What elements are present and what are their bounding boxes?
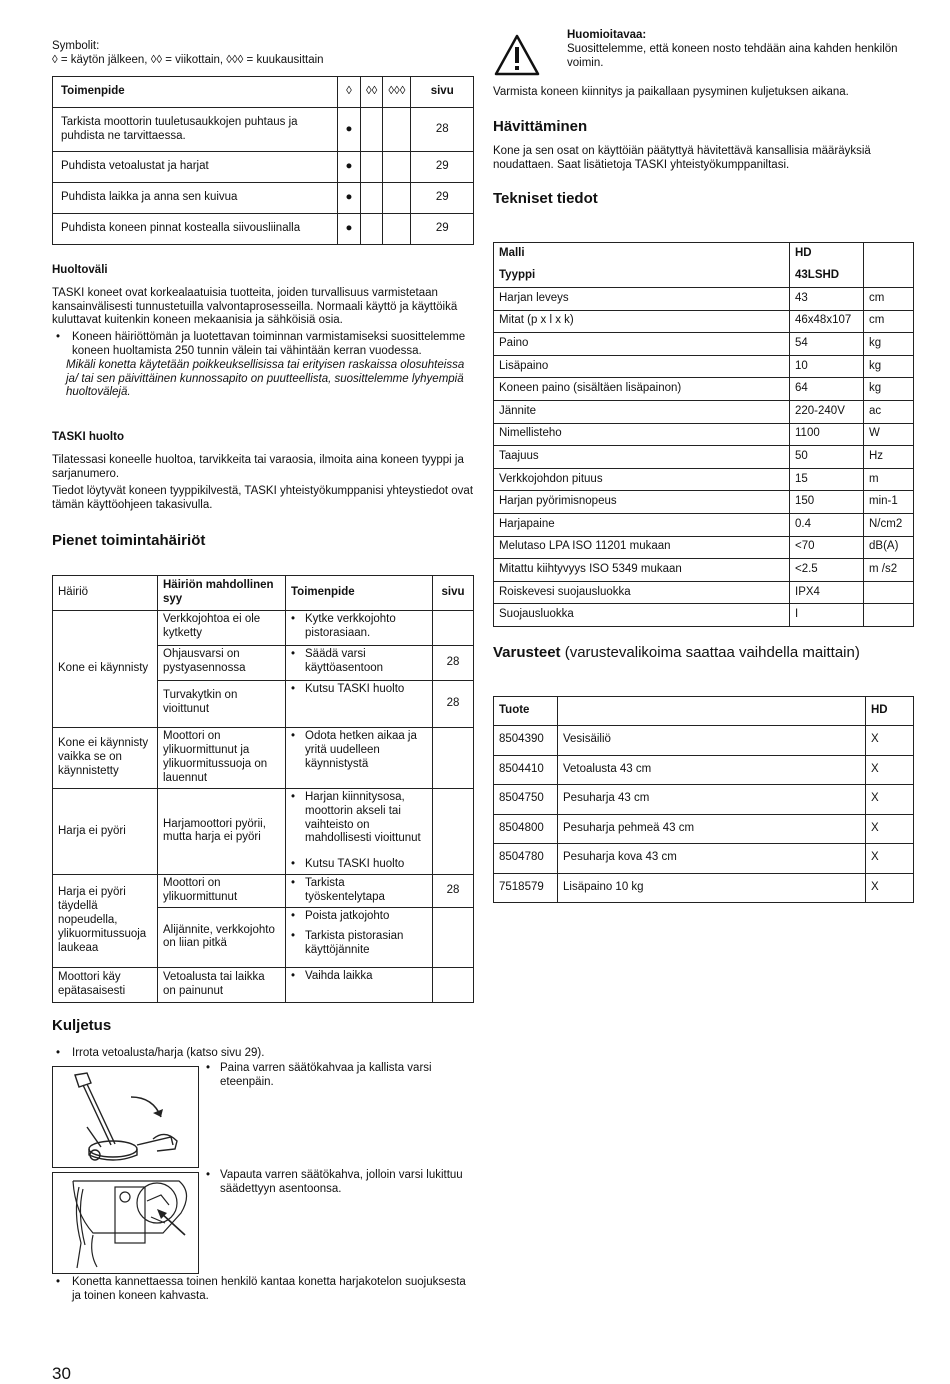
table-row <box>494 423 914 446</box>
product-name-cell: Vetoalusta 43 cm <box>558 755 866 785</box>
table-header-row <box>53 576 474 611</box>
table-row <box>53 214 474 245</box>
cause-cell: Turvakytkin on vioittunut <box>158 681 286 728</box>
hd-mark-cell: X <box>866 785 914 815</box>
product-name-cell: Pesuharja 43 cm <box>558 785 866 815</box>
table-row <box>494 468 914 491</box>
product-code-cell: 8504390 <box>494 726 558 756</box>
maintenance-table-wrap <box>52 76 474 245</box>
cause-cell: Ohjausvarsi on pystyasennossa <box>158 646 286 681</box>
symbols-text: ◊ = käytön jälkeen, ◊◊ = viikottain, ◊◊◊ = kuukausittain <box>52 53 324 66</box>
table-row <box>53 152 474 183</box>
list-item: • Paina varren säätökahvaa ja kallista varsi eteenpäin. <box>206 1062 474 1090</box>
section-heading: TASKI huolto <box>52 431 124 443</box>
spec-unit-cell: m <box>864 468 914 491</box>
action-item: • Poista jatkojohto <box>291 910 427 924</box>
spec-value-cell: 1100 <box>790 423 864 446</box>
page-cell: 28 <box>433 874 474 907</box>
warning-text: Suosittelemme, että koneen nosto tehdään aina kahden henkilön voimin. <box>567 42 898 69</box>
spec-unit-cell: N/cm2 <box>864 513 914 536</box>
header-cell: ◊◊◊ <box>383 77 411 108</box>
product-name-cell: Lisäpaino 10 kg <box>558 873 866 903</box>
list-item: • Koneen häiriöttömän ja luotettavan toiminnan varmistamiseksi suosittelemme koneen huoltamista 250 tunnin välein tai vähintään kerran vuodessa. <box>52 331 474 359</box>
spec-value-cell: 64 <box>790 378 864 401</box>
cause-cell: Alijännite, verkkojohto on liian pitkä <box>158 907 286 967</box>
header-cell: 43LSHD <box>790 265 864 288</box>
fault-cell: Moottori käy epätasaisesti <box>53 967 158 1002</box>
cause-cell: Moottori on ylikuormittunut <box>158 874 286 907</box>
page-cell: 29 <box>411 214 474 245</box>
tech-table-wrap <box>493 242 914 627</box>
product-code-cell: 8504780 <box>494 844 558 874</box>
mark-cell: ● <box>338 214 361 245</box>
spec-label-cell: Harjapaine <box>494 513 790 536</box>
spec-label-cell: Nimellisteho <box>494 423 790 446</box>
spec-value-cell: 220-240V <box>790 400 864 423</box>
header-cell: Häiriö <box>53 576 158 611</box>
bullet-list <box>52 331 474 359</box>
product-code-cell: 8504750 <box>494 785 558 815</box>
list-item: • Konetta kannettaessa toinen henkilö kantaa konetta harjakotelon suojuksesta ja toinen koneen kahvasta. <box>52 1276 474 1304</box>
cause-cell: Moottori on ylikuormittunut ja ylikuormitussuoja on lauennut <box>158 728 286 789</box>
paragraph: Tiedot löytyvät koneen tyyppikilvestä, TASKI yhteistyökumppanisi yhteystiedot ovat tämän käyttöohjeen takasivulla. <box>52 485 474 512</box>
table-row <box>494 333 914 356</box>
table-row <box>53 967 474 1002</box>
spec-unit-cell <box>864 581 914 604</box>
spec-value-cell: 15 <box>790 468 864 491</box>
table-row <box>494 288 914 311</box>
header-cell: HD <box>866 697 914 726</box>
mark-cell: ● <box>338 183 361 214</box>
securing-note: Varmista koneen kiinnitys ja paikallaan pysyminen kuljetuksen aikana. <box>493 86 849 98</box>
spec-value-cell: IPX4 <box>790 581 864 604</box>
spec-label-cell: Roiskevesi suojausluokka <box>494 581 790 604</box>
hd-mark-cell: X <box>866 844 914 874</box>
handle-lever-icon <box>53 1173 198 1273</box>
transport-step-2 <box>206 1062 474 1090</box>
spec-unit-cell: kg <box>864 355 914 378</box>
mark-cell: ● <box>338 152 361 183</box>
header-cell: Häiriön mahdollinen syy <box>158 576 286 611</box>
table-row <box>494 513 914 536</box>
hd-mark-cell: X <box>866 755 914 785</box>
spec-label-cell: Mitattu kiihtyvyys ISO 5349 mukaan <box>494 559 790 582</box>
symbols-legend <box>52 40 474 68</box>
spec-value-cell: 50 <box>790 446 864 469</box>
spec-label-cell: Jännite <box>494 400 790 423</box>
spec-value-cell: 54 <box>790 333 864 356</box>
table-row <box>494 785 914 815</box>
table-row <box>53 728 474 789</box>
transport-step-1 <box>52 1047 474 1061</box>
spec-label-cell: Paino <box>494 333 790 356</box>
hd-mark-cell: X <box>866 814 914 844</box>
service-interval-section <box>52 264 474 400</box>
table-row <box>53 108 474 152</box>
spec-label-cell: Harjan pyörimisnopeus <box>494 491 790 514</box>
action-item: • Vaihda laikka <box>291 970 427 984</box>
fault-cell: Kone ei käynnisty vaikka se on käynnistetty <box>53 728 158 789</box>
table-row <box>53 874 474 907</box>
spec-value-cell: 0.4 <box>790 513 864 536</box>
header-cell: sivu <box>411 77 474 108</box>
task-cell: Tarkista moottorin tuuletusaukkojen puhtaus ja puhdista ne tarvittaessa. <box>53 108 338 152</box>
spec-label-cell: Lisäpaino <box>494 355 790 378</box>
accessories-subtitle: (varustevalikoima saattaa vaihdella maittain) <box>560 644 860 661</box>
spec-value-cell: 150 <box>790 491 864 514</box>
cause-cell: Verkkojohtoa ei ole kytketty <box>158 611 286 646</box>
header-cell: Tuote <box>494 697 558 726</box>
warning-triangle-icon <box>494 33 540 77</box>
header-cell: Tyyppi <box>494 265 790 288</box>
action-item: • Kutsu TASKI huolto <box>291 858 427 872</box>
table-row <box>53 789 474 875</box>
symbols-title: Symbolit: <box>52 40 100 52</box>
tilt-handle-illustration <box>52 1066 199 1168</box>
taski-service-section <box>52 431 474 513</box>
fault-cell: Harja ei pyöri <box>53 789 158 875</box>
table-row <box>494 378 914 401</box>
page-cell: 28 <box>411 108 474 152</box>
spec-unit-cell <box>864 604 914 627</box>
table-row <box>494 491 914 514</box>
tech-heading: Tekniset tiedot <box>493 190 598 207</box>
spec-unit-cell: kg <box>864 378 914 401</box>
page-cell: 29 <box>411 183 474 214</box>
spec-value-cell: 46x48x107 <box>790 310 864 333</box>
accessories-title: Varusteet <box>493 644 561 661</box>
note-text: Mikäli konetta käytetään poikkeuksellisissa tai erityisen raskaissa olosuhteissa ja/ tai sen päivittäinen kunnossapito on puutteellista, suosittelemme lyhyempiä huoltovälejä. <box>66 358 465 399</box>
table-row <box>494 400 914 423</box>
header-cell: HD <box>790 243 864 265</box>
cause-cell: Harjamoottori pyörii, mutta harja ei pyöri <box>158 789 286 875</box>
product-code-cell: 7518579 <box>494 873 558 903</box>
table-row <box>494 844 914 874</box>
spec-label-cell: Verkkojohdon pituus <box>494 468 790 491</box>
disposal-heading: Hävittäminen <box>493 118 588 135</box>
accessories-heading <box>493 644 914 662</box>
spec-value-cell: <70 <box>790 536 864 559</box>
transport-heading: Kuljetus <box>52 1017 112 1034</box>
product-name-cell: Pesuharja pehmeä 43 cm <box>558 814 866 844</box>
action-item: • Tarkista työskentelytapa <box>291 877 427 905</box>
transport-step-3 <box>206 1169 474 1197</box>
spec-unit-cell: cm <box>864 288 914 311</box>
page-cell: 29 <box>411 152 474 183</box>
table-row <box>494 446 914 469</box>
table-header-row <box>53 77 474 108</box>
accessories-table-wrap <box>493 696 914 903</box>
warning-box <box>567 29 917 70</box>
task-cell: Puhdista laikka ja anna sen kuivua <box>53 183 338 214</box>
action-item: • Odota hetken aikaa ja yritä uudelleen käynnistystä <box>291 730 427 771</box>
table-row <box>494 536 914 559</box>
table-row <box>494 814 914 844</box>
table-header-row <box>494 697 914 726</box>
table-header-row <box>494 265 914 288</box>
hd-mark-cell: X <box>866 873 914 903</box>
task-cell: Puhdista vetoalustat ja harjat <box>53 152 338 183</box>
spec-unit-cell: kg <box>864 333 914 356</box>
mark-cell: ● <box>338 108 361 152</box>
product-name-cell: Vesisäiliö <box>558 726 866 756</box>
cause-cell: Vetoalusta tai laikka on painunut <box>158 967 286 1002</box>
list-item: • Vapauta varren säätökahva, jolloin varsi lukittuu säädettyyn asentoonsa. <box>206 1169 474 1197</box>
spec-value-cell: 43 <box>790 288 864 311</box>
action-item: • Kutsu TASKI huolto <box>291 683 427 697</box>
paragraph: Tilatessasi koneelle huoltoa, tarvikkeita tai varaosia, ilmoita aina koneen tyyppi ja sarjanumero. <box>52 453 464 480</box>
hd-mark-cell: X <box>866 726 914 756</box>
warning-title: Huomioitavaa: <box>567 29 647 41</box>
product-name-cell: Pesuharja kova 43 cm <box>558 844 866 874</box>
faults-heading: Pienet toimintahäiriöt <box>52 532 206 549</box>
spec-label-cell: Taajuus <box>494 446 790 469</box>
header-cell: Malli <box>494 243 790 265</box>
spec-value-cell: 10 <box>790 355 864 378</box>
task-cell: Puhdista koneen pinnat kostealla siivousliinalla <box>53 214 338 245</box>
paragraph: TASKI koneet ovat korkealaatuisia tuotteita, joiden turvallisuus varmistetaan kansainvälisesti tunnustetuilla valvontaprosesseilla. Normaali käyttö ja käyttöikä kuluttavat kuitenkin koneen mekaanisia ja sähköisiä osia. <box>52 286 458 327</box>
spec-unit-cell: ac <box>864 400 914 423</box>
table-row <box>53 183 474 214</box>
header-cell: sivu <box>433 576 474 611</box>
disposal-text: Kone ja sen osat on käyttöiän päätyttyä hävitettävä kansallisia määräyksiä noudattaen. Saat lisätietoja TASKI yhteistyökumppaniltasi. <box>493 145 871 171</box>
maintenance-table <box>52 76 474 245</box>
header-cell: Toimenpide <box>53 77 338 108</box>
spec-unit-cell: W <box>864 423 914 446</box>
table-row <box>494 310 914 333</box>
product-code-cell: 8504800 <box>494 814 558 844</box>
fault-cell: Kone ei käynnisty <box>53 611 158 728</box>
spec-unit-cell: Hz <box>864 446 914 469</box>
page-cell: 28 <box>433 646 474 681</box>
action-item: • Säädä varsi käyttöasentoon <box>291 648 427 676</box>
spec-label-cell: Harjan leveys <box>494 288 790 311</box>
spec-label-cell: Suojausluokka <box>494 604 790 627</box>
spec-unit-cell: cm <box>864 310 914 333</box>
header-cell: ◊◊ <box>361 77 383 108</box>
action-item: • Harjan kiinnitysosa, moottorin akseli tai vaihteisto on mahdollisesti vioittunut <box>291 791 427 846</box>
header-cell <box>558 697 866 726</box>
table-row <box>494 559 914 582</box>
transport-step-4 <box>52 1276 474 1304</box>
spec-label-cell: Mitat (p x l x k) <box>494 310 790 333</box>
spec-unit-cell: min-1 <box>864 491 914 514</box>
table-row <box>494 873 914 903</box>
spec-value-cell: I <box>790 604 864 627</box>
table-header-row <box>494 243 914 265</box>
table-row <box>53 611 474 646</box>
faults-table-wrap <box>52 575 474 1003</box>
table-row <box>494 581 914 604</box>
spec-unit-cell: dB(A) <box>864 536 914 559</box>
table-row <box>494 604 914 627</box>
action-item: • Kytke verkkojohto pistorasiaan. <box>291 613 427 641</box>
lever-release-illustration <box>52 1172 199 1274</box>
section-heading: Huoltoväli <box>52 264 108 276</box>
fault-cell: Harja ei pyöri täydellä nopeudella, ylikuormitussuoja laukeaa <box>53 874 158 967</box>
tech-table <box>493 242 914 627</box>
header-cell: Toimenpide <box>286 576 433 611</box>
table-row <box>494 355 914 378</box>
accessories-table <box>493 696 914 903</box>
table-row <box>494 726 914 756</box>
spec-unit-cell: m /s2 <box>864 559 914 582</box>
machine-tilt-icon <box>53 1067 198 1167</box>
product-code-cell: 8504410 <box>494 755 558 785</box>
spec-label-cell: Melutaso LPA ISO 11201 mukaan <box>494 536 790 559</box>
spec-value-cell: <2.5 <box>790 559 864 582</box>
list-item: • Irrota vetoalusta/harja (katso sivu 29). <box>52 1047 474 1061</box>
page-cell: 28 <box>433 681 474 728</box>
spec-label-cell: Koneen paino (sisältäen lisäpainon) <box>494 378 790 401</box>
page-number: 30 <box>52 1364 71 1383</box>
header-cell: ◊ <box>338 77 361 108</box>
table-row <box>494 755 914 785</box>
action-item: • Tarkista pistorasian käyttöjännite <box>291 930 427 958</box>
faults-table <box>52 575 474 1003</box>
